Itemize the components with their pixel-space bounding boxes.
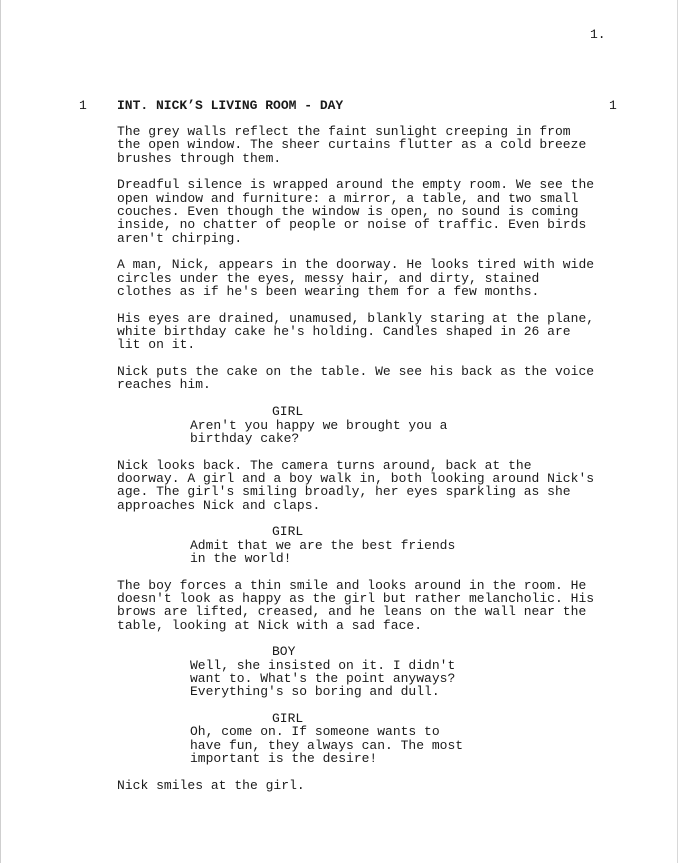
character-name: GIRL xyxy=(272,404,304,420)
script-body xyxy=(117,125,617,806)
dialogue-block xyxy=(117,525,617,565)
action-paragraph: Nick smiles at the girl. xyxy=(117,777,305,793)
dialogue-block xyxy=(117,712,617,765)
dialogue-text: Well, she insisted on it. I didn't want to. What's the point anyways? Everything's so boring and dull. xyxy=(190,657,456,700)
action-paragraph: Nick puts the cake on the table. We see his back as the voice reaches him. xyxy=(117,364,595,393)
dialogue-block xyxy=(117,645,617,698)
scene-number-left: 1 xyxy=(79,98,87,113)
scene-heading: INT. NICK’S LIVING ROOM - DAY xyxy=(117,98,344,113)
action-paragraph: Dreadful silence is wrapped around the empty room. We see the open window and furniture: a mirror, a table, and two small couches. Even though the window is open, no sound is coming inside, no chatter of people or noise of traffic. Even birds aren't chirping. xyxy=(117,177,595,246)
page-number: 1. xyxy=(590,27,606,42)
dialogue-text: Admit that we are the best friends in the world! xyxy=(190,537,456,566)
action-paragraph: The boy forces a thin smile and looks around in the room. He doesn't look as happy as the girl but rather melancholic. His brows are lifted, creased, and he leans on the wall near the table, looking at Nick with a sad face. xyxy=(117,577,595,633)
scene-number-right: 1 xyxy=(609,98,617,113)
character-name: GIRL xyxy=(272,524,304,540)
action-paragraph: Nick looks back. The camera turns around, back at the doorway. A girl and a boy walk in, both looking around Nick's age. The girl's smiling broadly, her eyes sparkling as she approaches Nick and claps. xyxy=(117,457,595,513)
character-name: BOY xyxy=(272,644,296,660)
dialogue-block xyxy=(117,405,617,445)
character-name: GIRL xyxy=(272,711,304,727)
dialogue-text: Aren't you happy we brought you a birthday cake? xyxy=(190,417,448,446)
action-paragraph: A man, Nick, appears in the doorway. He looks tired with wide circles under the eyes, messy hair, and dirty, stained clothes as if he's been wearing them for a few months. xyxy=(117,257,595,299)
dialogue-text: Oh, come on. If someone wants to have fun, they always can. The most important is the desire! xyxy=(190,724,464,766)
action-paragraph: The grey walls reflect the faint sunlight creeping in from the open window. The sheer curtains flutter as a cold breeze brushes through them. xyxy=(117,124,587,166)
action-paragraph: His eyes are drained, unamused, blankly staring at the plane, white birthday cake he's holding. Candles shaped in 26 are lit on it. xyxy=(117,310,595,353)
